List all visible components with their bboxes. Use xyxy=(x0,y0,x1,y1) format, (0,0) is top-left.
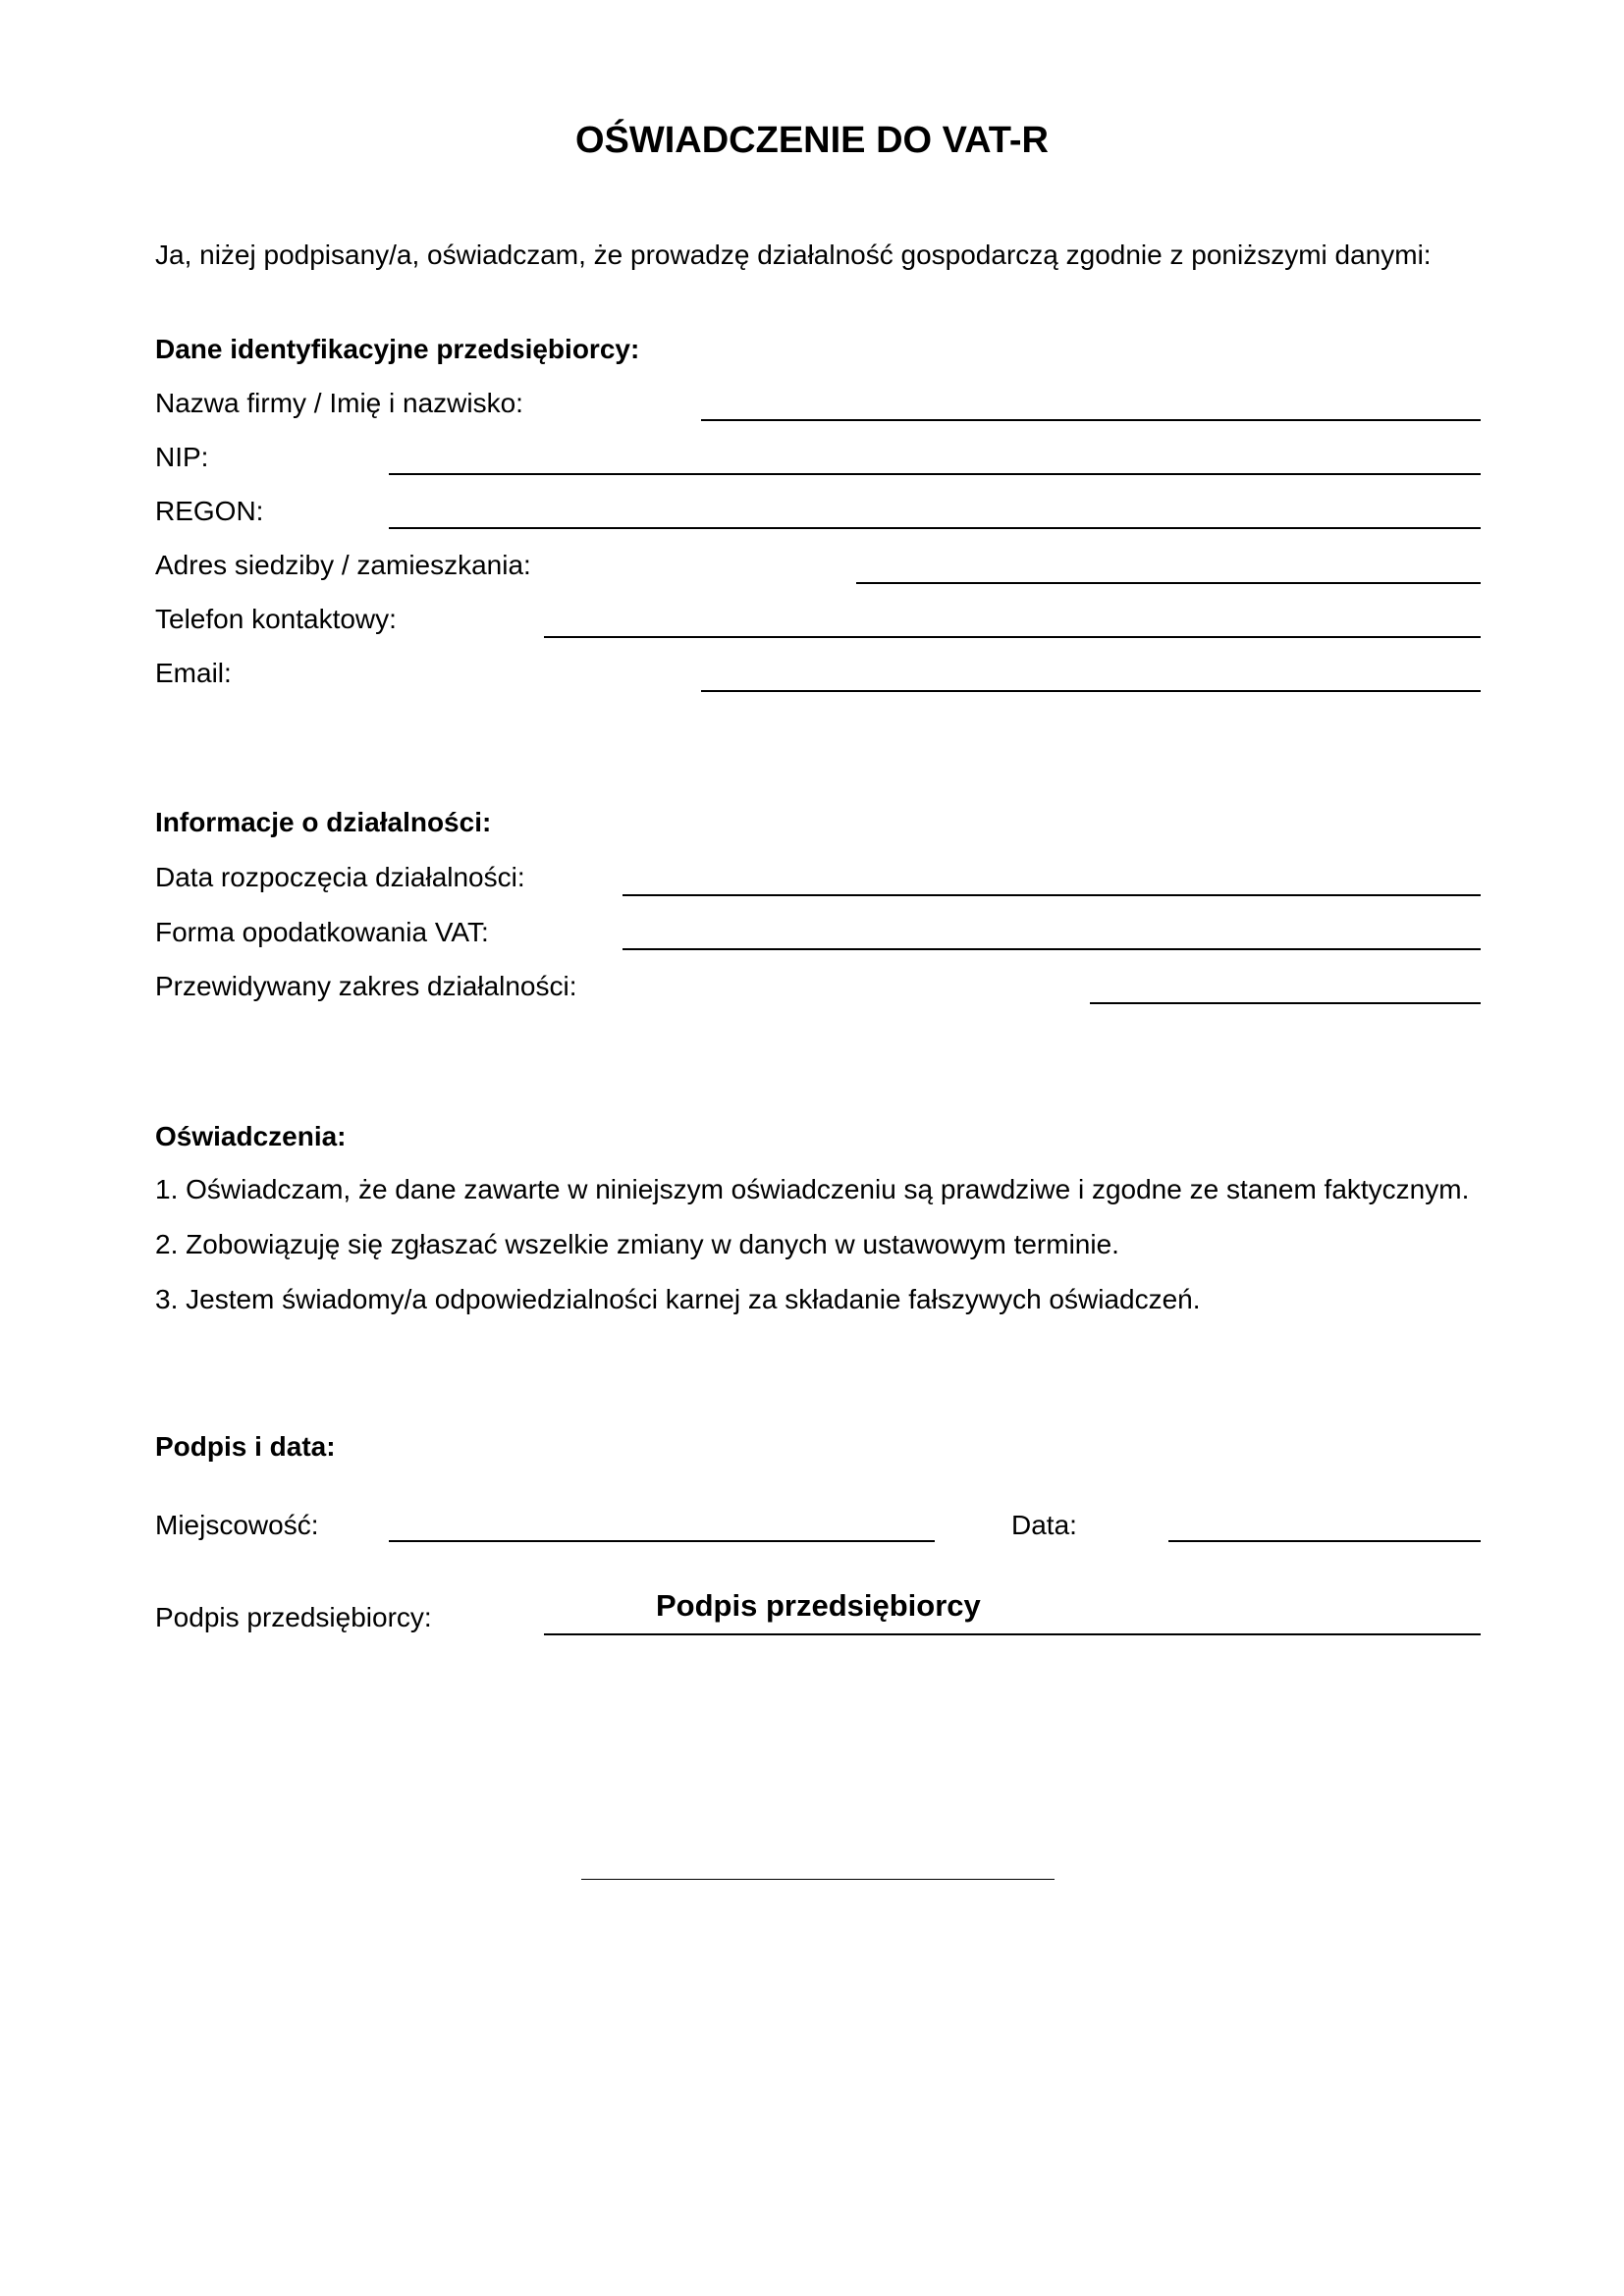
intro-text: Ja, niżej podpisany/a, oświadczam, że prowadzę działalność gospodarczą zgodnie z poniższymi danymi: xyxy=(155,240,1432,270)
section-heading-activity: Informacje o działalności: xyxy=(155,807,492,837)
field-label-email: Email: xyxy=(155,658,232,688)
declaration-item: 1. Oświadczam, że dane zawarte w niniejszym oświadczeniu są prawdziwe i zgodne ze stanem faktycznym. xyxy=(155,1174,1470,1204)
section-heading-signature: Podpis i data: xyxy=(155,1431,336,1462)
company-name-line xyxy=(701,419,1481,421)
field-label-company-name: Nazwa firmy / Imię i nazwisko: xyxy=(155,388,523,418)
vat-form-line xyxy=(623,948,1481,950)
start-date-line xyxy=(623,894,1481,896)
field-label-date: Data: xyxy=(1011,1510,1077,1540)
field-label-address: Adres siedziby / zamieszkania: xyxy=(155,550,531,580)
document-title: OŚWIADCZENIE DO VAT-R xyxy=(574,120,1050,161)
field-label-nip: NIP: xyxy=(155,442,209,472)
phone-line xyxy=(544,636,1481,638)
field-label-activity-scope: Przewidywany zakres działalności: xyxy=(155,971,577,1001)
signature-field[interactable]: Podpis przedsiębiorcy xyxy=(656,1588,981,1623)
nip-line xyxy=(389,473,1481,475)
field-label-place: Miejscowość: xyxy=(155,1510,319,1540)
field-label-start-date: Data rozpoczęcia działalności: xyxy=(155,862,525,892)
activity-scope-line xyxy=(1090,1002,1481,1004)
declaration-item: 2. Zobowiązuję się zgłaszać wszelkie zmiany w danych w ustawowym terminie. xyxy=(155,1229,1119,1259)
field-label-vat-form: Forma opodatkowania VAT: xyxy=(155,917,489,947)
signature-line xyxy=(544,1633,1481,1635)
field-label-regon: REGON: xyxy=(155,496,264,526)
field-label-signature: Podpis przedsiębiorcy: xyxy=(155,1602,432,1632)
email-line xyxy=(701,690,1481,692)
bottom-signature-line xyxy=(581,1879,1055,1880)
address-line xyxy=(856,582,1481,584)
section-heading-identification: Dane identyfikacyjne przedsiębiorcy: xyxy=(155,334,640,364)
field-label-phone: Telefon kontaktowy: xyxy=(155,604,397,634)
place-line xyxy=(389,1540,935,1542)
declaration-item: 3. Jestem świadomy/a odpowiedzialności karnej za składanie fałszywych oświadczeń. xyxy=(155,1284,1201,1314)
section-heading-declarations: Oświadczenia: xyxy=(155,1121,347,1151)
regon-line xyxy=(389,527,1481,529)
date-line xyxy=(1168,1540,1481,1542)
